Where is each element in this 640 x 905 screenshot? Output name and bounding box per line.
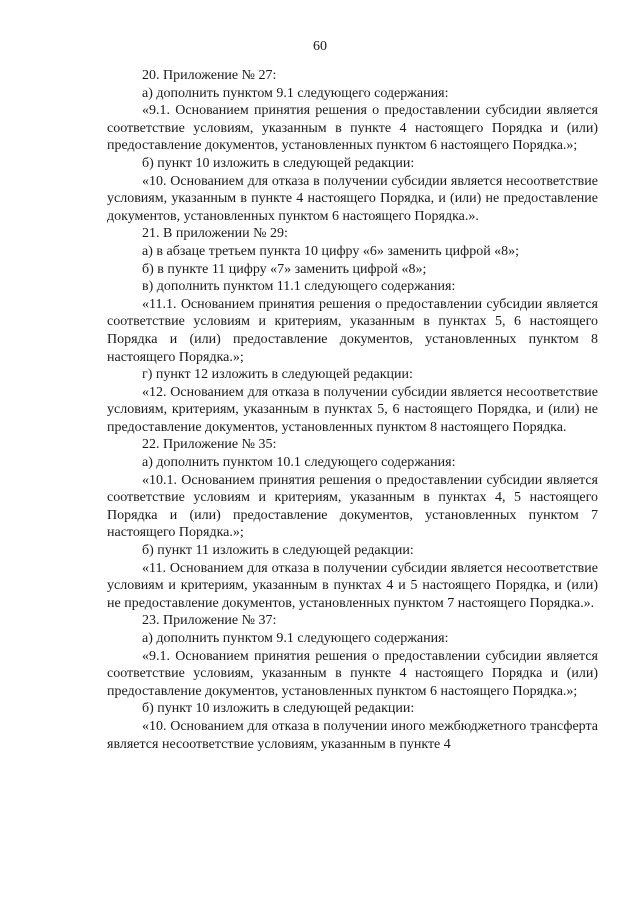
section-heading-20: 20. Приложение № 27: <box>142 68 277 83</box>
paragraph: б) пункт 11 изложить в следующей редакции: <box>142 543 414 559</box>
quoted-clause: «9.1. Основанием принятия решения о предоставлении субсидии является соответствие условиям, указанным в пункте 4 настоящего Порядка и (или) предоставление документов, установленных пунктом 6 настоящего Порядка.»; <box>107 648 598 699</box>
quoted-clause: «11. Основанием для отказа в получении субсидии является несоответствие условиям и критериям, указанным в пунктах 4 и 5 настоящего Порядка, и (или) не предоставление документов, установленных пунктом 7 настоящего Порядка.». <box>107 560 598 611</box>
paragraph: б) пункт 10 изложить в следующей редакции: <box>142 155 415 171</box>
paragraph: в) дополнить пунктом 11.1 следующего содержания: <box>142 279 456 295</box>
quoted-clause: «10.1. Основанием принятия решения о предоставлении субсидии является соответствие условиям и критериям, указанным в пунктах 4, 5 настоящего Порядка и (или) предоставление документов, установленных пунктом 7 настоящего Порядка.»; <box>107 472 598 541</box>
section-heading-23: 23. Приложение № 37: <box>142 613 277 629</box>
section-heading-22: 22. Приложение № 35: <box>142 437 277 453</box>
quoted-clause: «10. Основанием для отказа в получении субсидии является несоответствие условиям, указанным в пункте 4 настоящего Порядка, и (или) не предоставление документов, установленных пунктом 6 настоящего Порядка.». <box>107 173 598 224</box>
quoted-clause: «9.1. Основанием принятия решения о предоставлении субсидии является соответствие условиям, указанным в пункте 4 настоящего Порядка и (или) предоставление документов, установленных пунктом 6 настоящего Порядка.»; <box>107 103 598 154</box>
page-number: 60 <box>313 39 327 54</box>
paragraph: г) пункт 12 изложить в следующей редакции: <box>142 367 413 383</box>
quoted-clause: «10. Основанием для отказа в получении иного межбюджетного трансферта является несоответствие условиям, указанным в пункте 4 <box>107 718 598 752</box>
section-heading-21: 21. В приложении № 29: <box>142 226 288 242</box>
paragraph: а) дополнить пунктом 9.1 следующего содержания: <box>142 631 449 646</box>
quoted-clause: «12. Основанием для отказа в получении субсидии является несоответствие условиям, критериям, указанным в пунктах 5, 6 настоящего Порядка, и (или) не предоставление документов, установленных пунктом 8 настоящего Порядка. <box>107 384 598 435</box>
paragraph: а) дополнить пунктом 9.1 следующего содержания: <box>142 85 449 101</box>
document-body <box>107 67 598 753</box>
paragraph: а) дополнить пунктом 10.1 следующего содержания: <box>142 455 456 471</box>
paragraph: б) пункт 10 изложить в следующей редакции: <box>142 701 415 717</box>
paragraph: б) в пункте 11 цифру «7» заменить цифрой «8»; <box>142 261 427 277</box>
quoted-clause: «11.1. Основанием принятия решения о предоставлении субсидии является соответствие условиям и критериям, указанным в пунктах 5, 6 настоящего Порядка и (или) предоставление документов, установленных пунктом 8 настоящего Порядка.»; <box>107 296 598 365</box>
paragraph: а) в абзаце третьем пункта 10 цифру «6» заменить цифрой «8»; <box>142 243 520 259</box>
